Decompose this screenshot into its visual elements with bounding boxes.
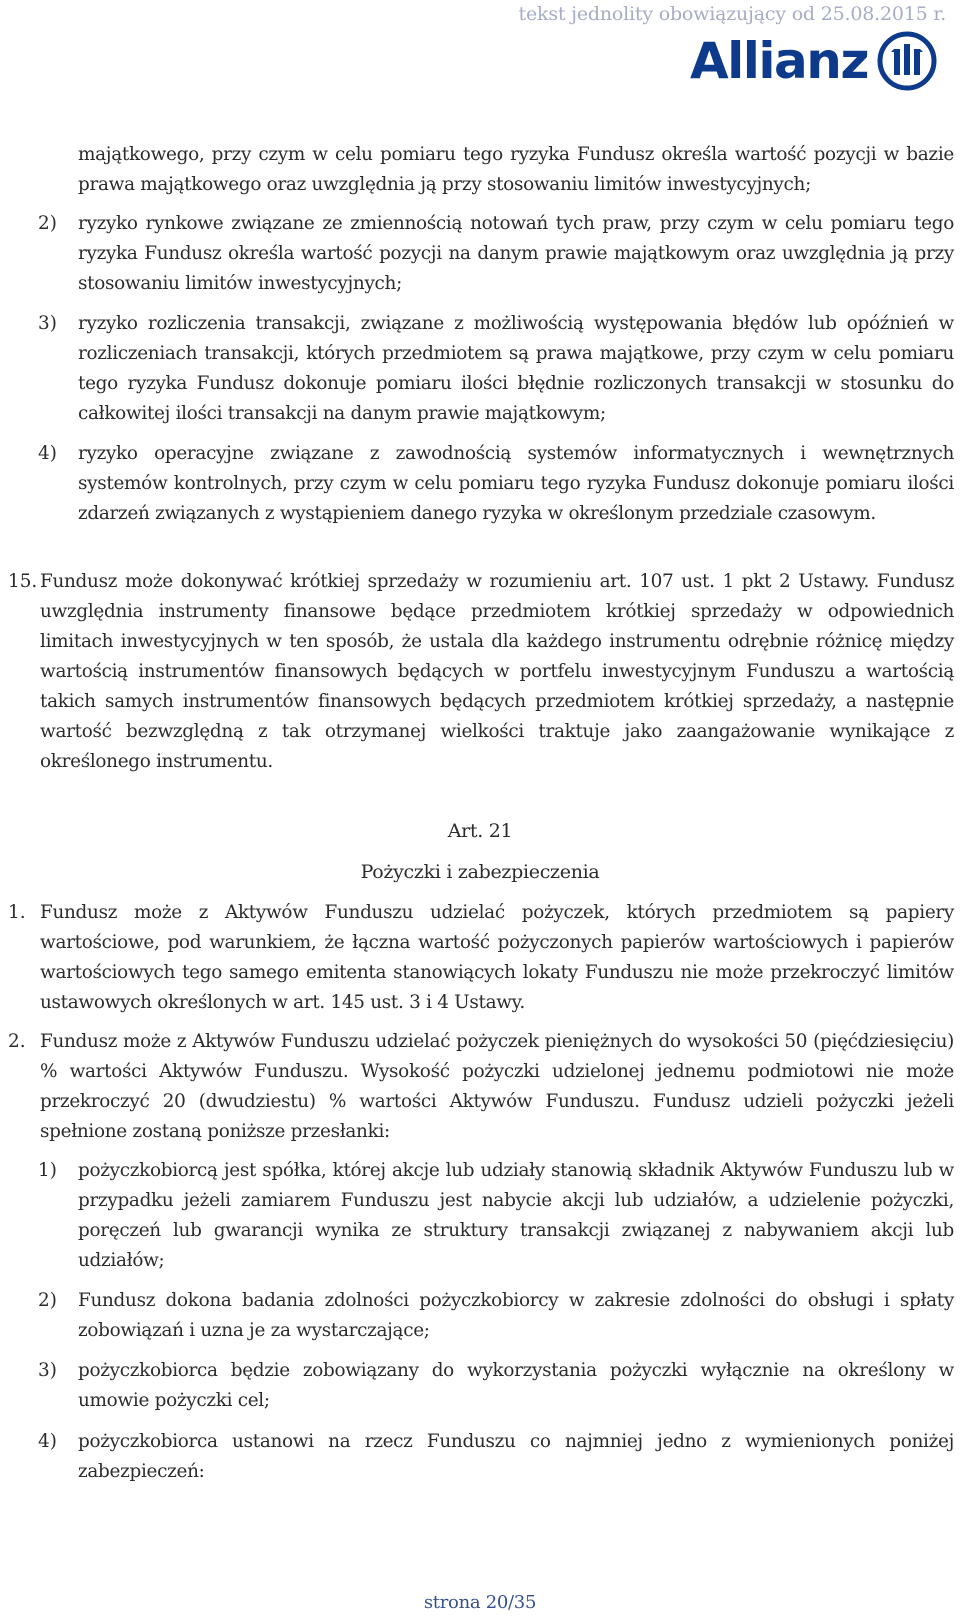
- list-item-number: 3): [38, 313, 57, 334]
- page-number: strona 20/35: [423, 1592, 537, 1613]
- list-item-text: pożyczkobiorcą jest spółka, której akcje lub udziały stanowią składnik Aktywów Funduszu lub w przypadku jeżeli zamiarem Funduszu jest nabycie akcji lub udziałów, a udzielenie pożyczki, poręczeń lub gwarancji wynika ze struktury transakcji związanej z nabywaniem akcji lub udziałów;: [78, 1160, 954, 1271]
- list-item-text: ryzyko rozliczenia transakcji, związane z możliwością występowania błędów lub opóźnień w rozliczeniach transakcji, których przedmiotem są prawa majątkowe, przy czym w celu pomiaru tego ryzyka Fundusz dokonuje pomiaru ilości błędnie rozliczonych transakcji w stosunku do całkowitej ilości transakcji na danym prawie majątkowym;: [78, 313, 954, 424]
- continued-paragraph: majątkowego, przy czym w celu pomiaru tego ryzyka Fundusz określa wartość pozycji w bazie prawa majątkowego oraz uwzględnia ją przy stosowaniu limitów inwestycyjnych;: [78, 144, 954, 195]
- list-item-text: pożyczkobiorca będzie zobowiązany do wykorzystania pożyczki wyłącznie na określony w umowie pożyczki cel;: [78, 1360, 954, 1411]
- section-text: Fundusz może z Aktywów Funduszu udzielać pożyczek, których przedmiotem są papiery wartościowe, pod warunkiem, że łączna wartość pożyczonych papierów wartościowych i papierów wartościowych tego samego emitenta stanowiących lokaty Funduszu nie może przekroczyć limitów ustawowych określonych w art. 145 ust. 3 i 4 Ustawy.: [40, 902, 954, 1013]
- section-number: 1.: [8, 902, 26, 923]
- section-text: Fundusz może dokonywać krótkiej sprzedaży w rozumieniu art. 107 ust. 1 pkt 2 Ustawy. Fundusz uwzględnia instrumenty finansowe będące przedmiotem krótkiej sprzedaży w odpowiednich limitach inwestycyjnych w ten sposób, że ustala dla każdego instrumentu odrębnie różnicę między wartością instrumentów finansowych będących w portfelu inwestycyjnym Funduszu a wartością takich samych instrumentów finansowych będących przedmiotem krótkiej sprzedaży, a następnie wartość bezwzględną z tak otrzymanej wielkości traktuje jako zaangażowanie wynikające z określonego instrumentu.: [40, 571, 954, 772]
- list-item-number: 1): [38, 1160, 57, 1181]
- article-title: Art. 21: [447, 820, 513, 842]
- list-item-text: ryzyko operacyjne związane z zawodnością systemów informatycznych i wewnętrznych systemów kontrolnych, przy czym w celu pomiaru tego ryzyka Fundusz dokonuje pomiaru ilości zdarzeń związanych z wystąpieniem danego ryzyka w określonym przedziale czasowym.: [78, 443, 954, 524]
- section-number: 2.: [8, 1031, 26, 1052]
- list-item-number: 2): [38, 1290, 57, 1311]
- list-item-text: ryzyko rynkowe związane ze zmiennością notowań tych praw, przy czym w celu pomiaru tego ryzyka Fundusz określa wartość pozycji na danym prawie majątkowym oraz uwzględnia ją przy stosowaniu limitów inwestycyjnych;: [78, 213, 954, 294]
- allianz-logo: [690, 30, 938, 92]
- logo-wordmark: Allianz: [689, 32, 868, 90]
- section-number: 15.: [8, 571, 38, 592]
- list-item-number: 4): [38, 1431, 57, 1452]
- version-note: tekst jednolity obowiązujący od 25.08.2015 r.: [518, 3, 946, 25]
- allianz-eagle-icon: [876, 30, 938, 92]
- list-item-text: Fundusz dokona badania zdolności pożyczkobiorcy w zakresie zdolności do obsługi i spłaty zobowiązań i uzna je za wystarczające;: [78, 1290, 954, 1341]
- article-subtitle: Pożyczki i zabezpieczenia: [360, 861, 600, 883]
- list-item-text: pożyczkobiorca ustanowi na rzecz Funduszu co najmniej jedno z wymienionych poniżej zabezpieczeń:: [78, 1431, 954, 1482]
- list-item-number: 2): [38, 213, 57, 234]
- list-item-number: 4): [38, 443, 57, 464]
- list-item-number: 3): [38, 1360, 57, 1381]
- section-text: Fundusz może z Aktywów Funduszu udzielać pożyczek pieniężnych do wysokości 50 (pięćdziesięciu) % wartości Aktywów Funduszu. Wysokość pożyczki udzielonej jednemu podmiotowi nie może przekroczyć 20 (dwudziestu) % wartości Aktywów Funduszu. Fundusz udzieli pożyczki jeżeli spełnione zostaną poniższe przesłanki:: [40, 1031, 954, 1142]
